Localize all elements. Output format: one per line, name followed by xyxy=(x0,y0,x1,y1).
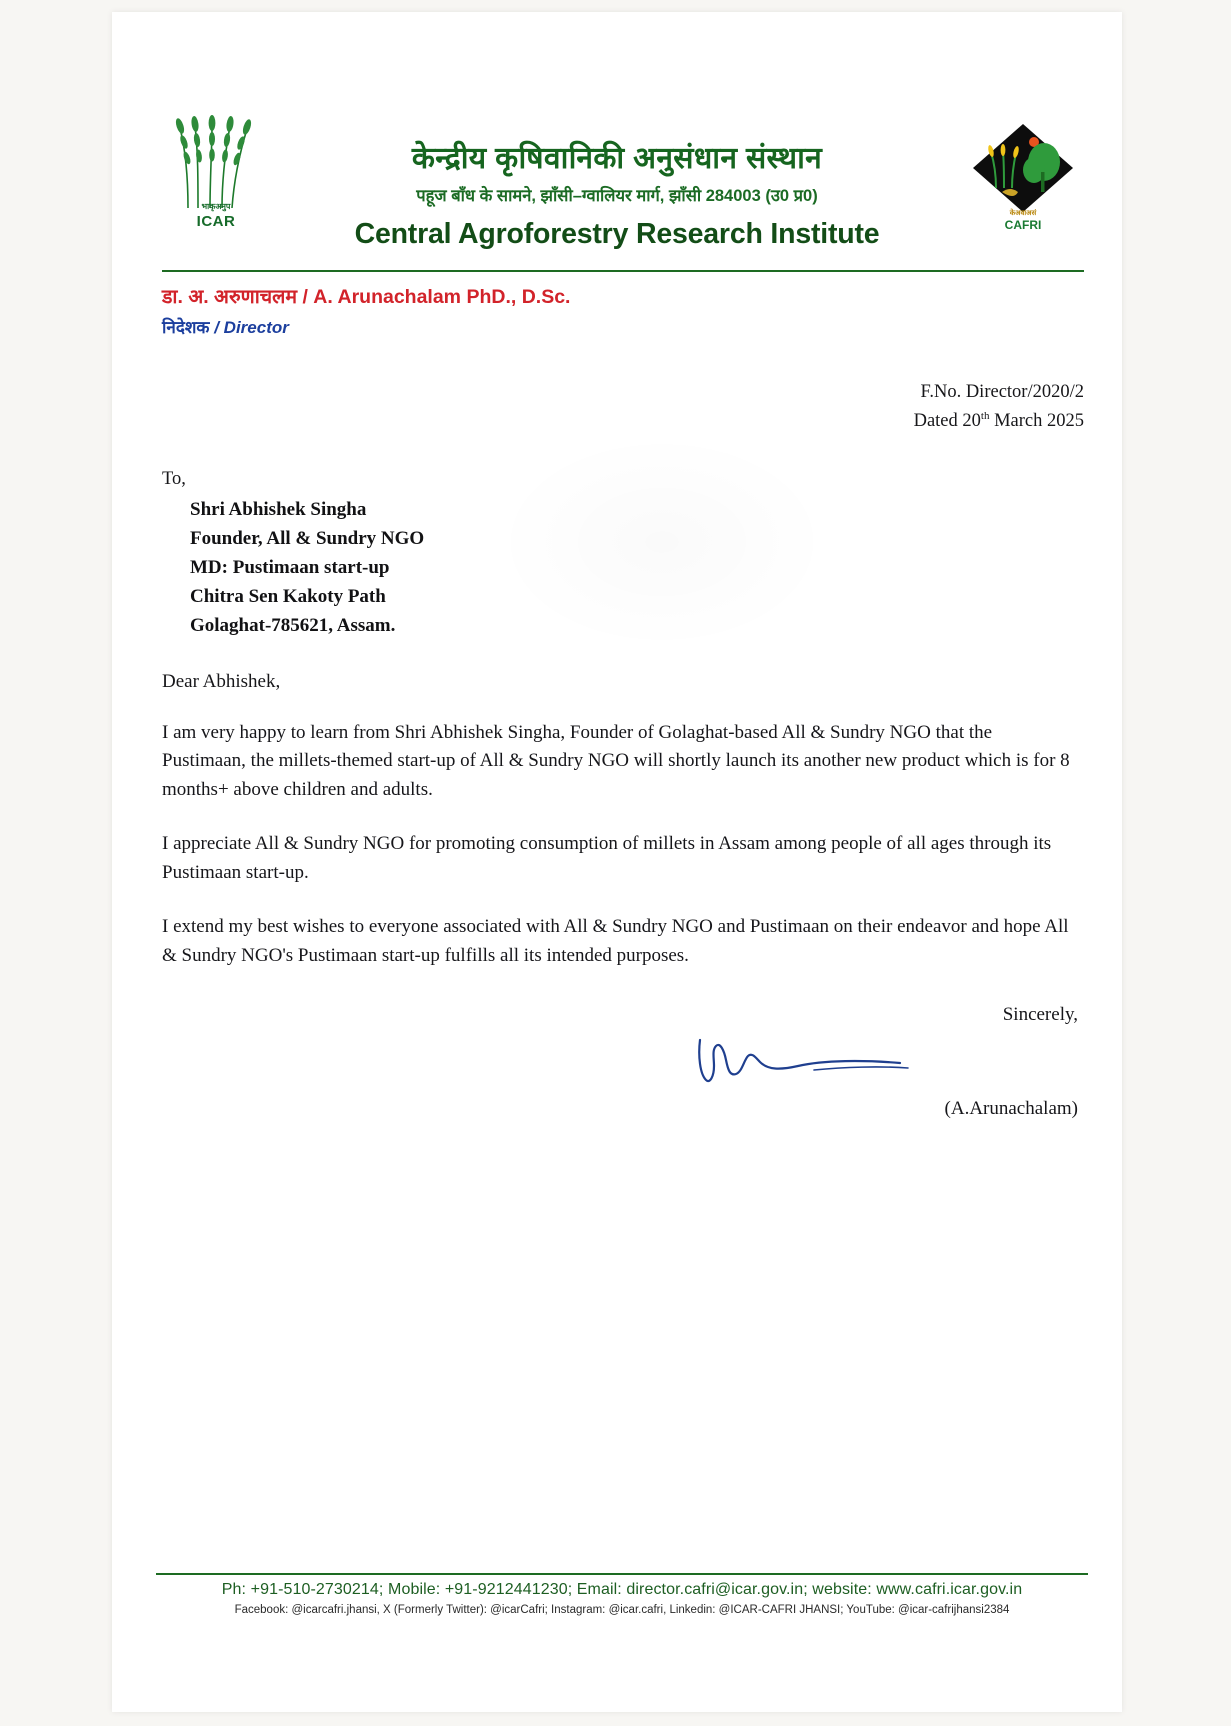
signer-name: (A.Arunachalam) xyxy=(944,1098,1078,1120)
date-suffix: March 2025 xyxy=(989,410,1084,431)
director-block xyxy=(162,282,1094,338)
letter-page xyxy=(112,12,1122,1712)
closing-text: Sincerely, xyxy=(1002,1004,1078,1026)
footer-divider xyxy=(156,1573,1088,1575)
cafri-logo-english: CAFRI xyxy=(1004,218,1042,232)
signature-image xyxy=(694,1030,994,1092)
body-paragraph: I appreciate All & Sundry NGO for promoting consumption of millets in Assam among people of all ages through its Pustimaan start-up. xyxy=(162,833,1052,883)
letterhead-header xyxy=(150,102,1094,262)
director-designation-english: / Director xyxy=(214,318,289,337)
addressee-line: MD: Pustimaan start-up xyxy=(190,557,390,579)
icar-logo-english: ICAR xyxy=(196,213,236,230)
cafri-logo-label xyxy=(968,209,1078,232)
body-paragraph: I am very happy to learn from Shri Abhishek Singha, Founder of Golaghat-based All & Sundry NGO that the Pustimaan, the millets-themed start-up of All & Sundry NGO will shortly launch its another new product which is for 8 months+ above children and adults. xyxy=(162,721,1070,800)
date-ordinal: th xyxy=(980,409,990,422)
letterhead-footer xyxy=(150,1573,1094,1616)
reference-block xyxy=(150,378,1094,435)
addressee-line: Founder, All & Sundry NGO xyxy=(190,528,425,550)
institute-address-hindi: पहूज बाँध के सामने, झाँसी–ग्वालियर मार्ग, झाँसी 284003 (उ0 प्र0) xyxy=(416,186,818,205)
icar-logo xyxy=(168,112,264,232)
director-name-line xyxy=(162,282,1094,309)
file-number: F.No. Director/2020/2 xyxy=(920,382,1084,402)
addressee-line: Golaghat-785621, Assam. xyxy=(190,614,396,636)
addressee-block xyxy=(190,496,1094,640)
signature-area xyxy=(150,1026,1094,1096)
director-designation-hindi: निदेशक xyxy=(162,318,210,337)
addressee-line: Shri Abhishek Singha xyxy=(190,499,367,521)
director-designation-line xyxy=(162,315,1094,338)
body-paragraph: I extend my best wishes to everyone associated with All & Sundry NGO and Pustimaan on their endeavor and hope All & Sundry NGO's Pustimaan start-up fulfills all its intended purposes. xyxy=(162,916,1069,966)
director-name-hindi: डा. अ. अरुणाचलम xyxy=(162,286,298,308)
date-prefix: Dated 20 xyxy=(913,410,981,431)
institute-title-english: Central Agroforestry Research Institute xyxy=(354,217,880,250)
icar-logo-hindi: भाकृअनुप xyxy=(201,202,231,211)
cafri-logo-hindi: केअवाअसं xyxy=(1009,210,1037,217)
institute-title-hindi: केन्द्रीय कृषिवानिकी अनुसंधान संस्थान xyxy=(411,142,823,175)
salutation: Dear Abhishek, xyxy=(162,670,281,692)
letter-content xyxy=(150,102,1094,1120)
director-name-english: / A. Arunachalam PhD., D.Sc. xyxy=(302,286,571,308)
icar-logo-label xyxy=(168,201,264,230)
institute-titles xyxy=(280,142,954,251)
footer-contact: Ph: +91-510-2730214; Mobile: +91-9212441230; Email: director.cafri@icar.gov.in; website: www.cafri.icar.gov.in xyxy=(221,1581,1023,1598)
addressee-line: Chitra Sen Kakoty Path xyxy=(190,585,386,607)
letter-date xyxy=(150,407,1084,436)
cafri-logo xyxy=(968,122,1078,232)
header-divider xyxy=(162,270,1084,272)
footer-social: Facebook: @icarcafri.jhansi, X (Formerly Twitter): @icarCafri; Instagram: @icar.cafri, Linkedin: @ICAR-CAFRI JHANSI; YouTube: @icar-cafrijhansi2384 xyxy=(234,1604,1010,1616)
to-label: To, xyxy=(162,469,186,490)
